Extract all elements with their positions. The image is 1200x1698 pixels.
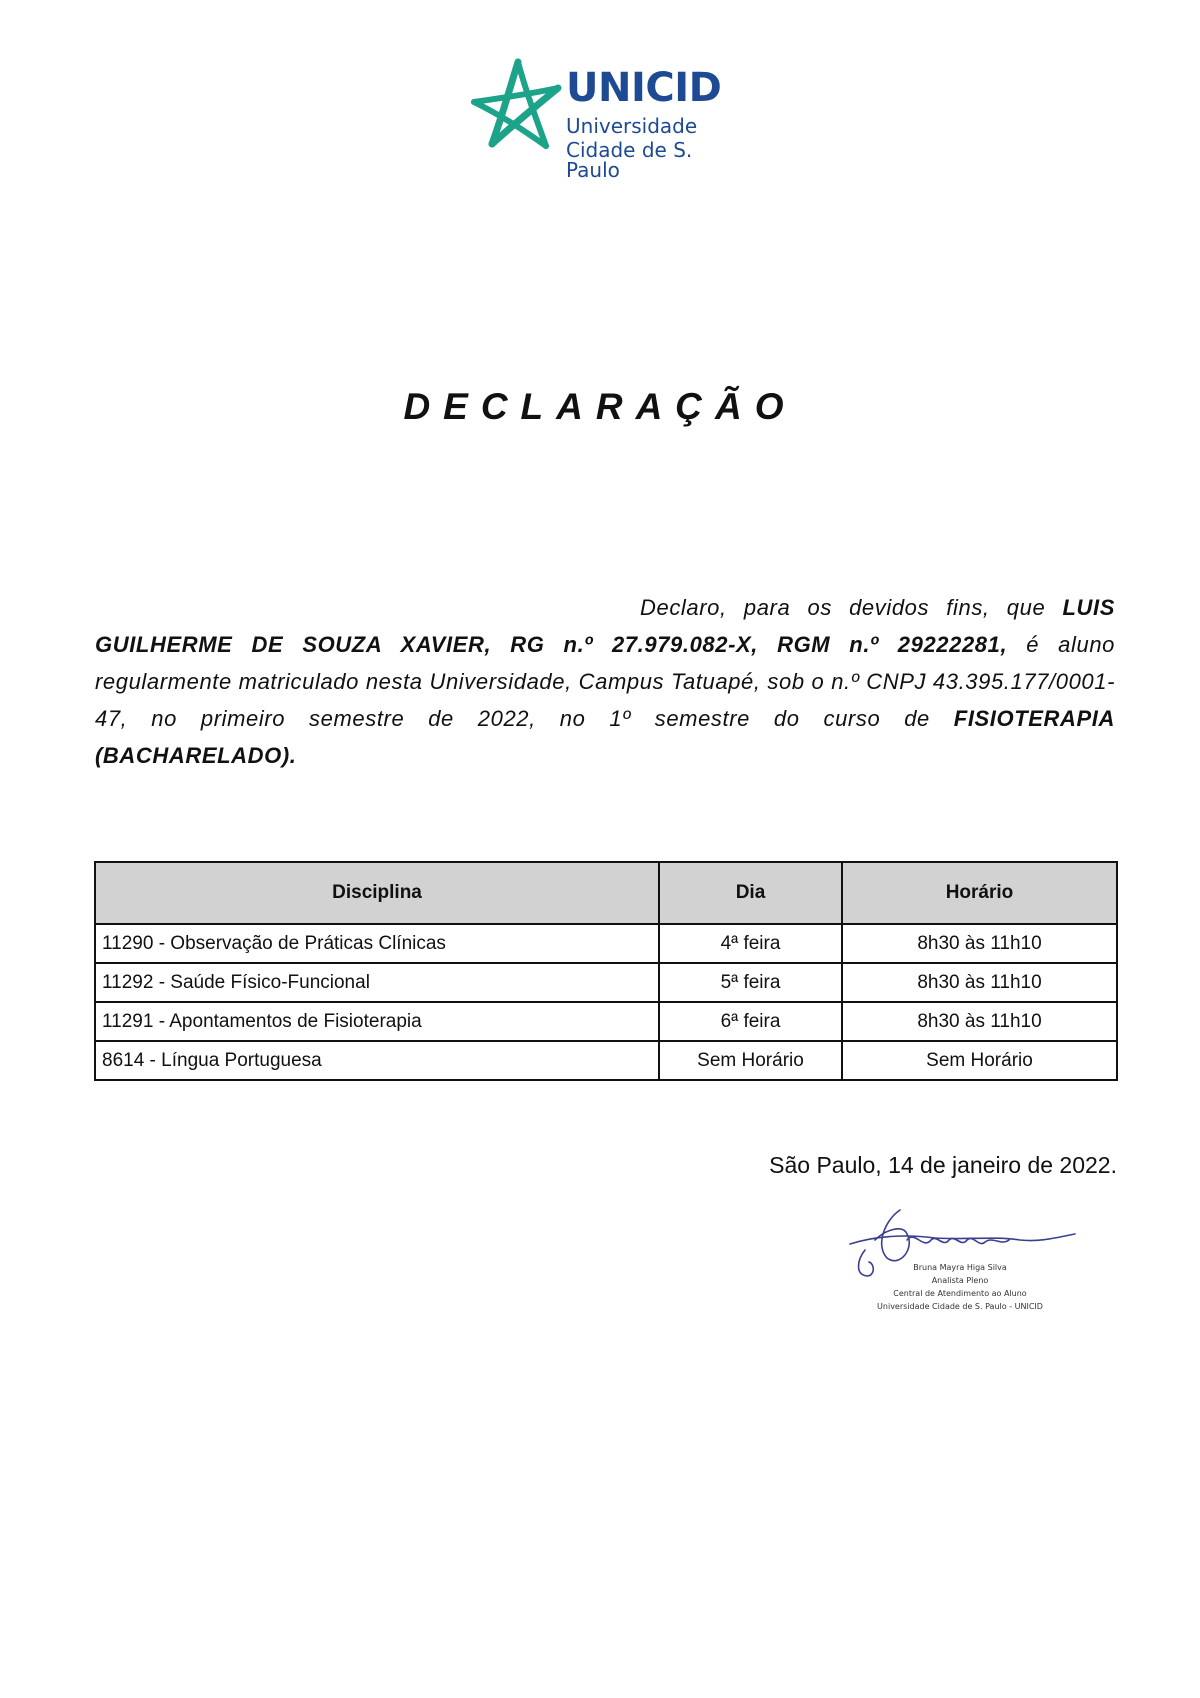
declaration-intro: Declaro, para os devidos fins, que [640,595,1063,620]
unicid-logo [466,58,746,182]
cell-dia: 4ª feira [659,924,842,963]
star-logo-icon [466,58,566,158]
signatory-department: Central de Atendimento ao Aluno [893,1289,1027,1298]
cell-horario: 8h30 às 11h10 [842,924,1117,963]
logo-line-2: Cidade de S. Paulo [566,138,693,182]
place-and-date: São Paulo, 14 de janeiro de 2022. [769,1152,1117,1178]
logo-line-1: Universidade [566,114,698,138]
cell-disciplina: 11291 - Apontamentos de Fisioterapia [95,1002,659,1041]
declaration-end: . [289,743,297,768]
cell-horario: Sem Horário [842,1041,1117,1080]
declaration-text: é aluno regularmente matriculado nesta Universidade, Campus Tatuapé, sob o n.º CNPJ 43.395.177/0001-47, no primeiro semestre de 2022, no 1º semestre do curso de [95,632,1115,731]
table-row [95,963,1117,1002]
table-row [95,924,1117,963]
document-title: DECLARAÇÃO [403,386,797,427]
header-horario: Horário [842,862,1117,924]
logo-brand: UNICID [566,65,722,111]
table-row [95,1002,1117,1041]
cell-horario: 8h30 às 11h10 [842,963,1117,1002]
table-row [95,1041,1117,1080]
signatory-institution: Universidade Cidade de S. Paulo - UNICID [877,1302,1043,1311]
cell-horario: 8h30 às 11h10 [842,1002,1117,1041]
cell-dia: 6ª feira [659,1002,842,1041]
header-dia: Dia [659,862,842,924]
signatory-role: Analista Pleno [931,1276,989,1285]
course-name: FISIOTERAPIA (BACHARELADO) [95,706,1115,768]
header-disciplina: Disciplina [95,862,659,924]
signatory-name: Bruna Mayra Higa Silva [913,1263,1007,1272]
cell-disciplina: 8614 - Língua Portuguesa [95,1041,659,1080]
table-header-row [95,862,1117,924]
student-identification: LUIS GUILHERME DE SOUZA XAVIER, RG n.º 27.979.082-X, RGM n.º 29222281, [95,595,1115,657]
declaration-paragraph [95,589,1115,774]
cell-disciplina: 11292 - Saúde Físico-Funcional [95,963,659,1002]
cell-dia: 5ª feira [659,963,842,1002]
cell-disciplina: 11290 - Observação de Práticas Clínicas [95,924,659,963]
cell-dia: Sem Horário [659,1041,842,1080]
schedule-table [94,861,1118,1081]
